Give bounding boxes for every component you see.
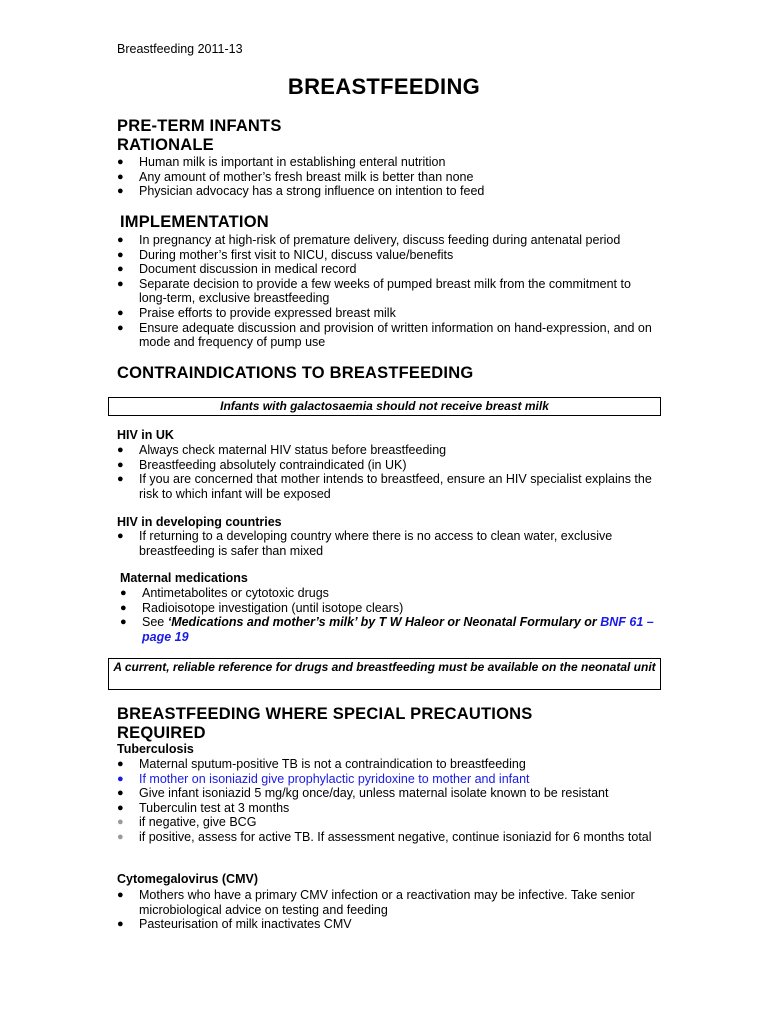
- heading-hiv-developing: HIV in developing countries: [117, 515, 282, 529]
- document-title: BREASTFEEDING: [287, 74, 481, 99]
- list-item: ● Give infant isoniazid 5 mg/kg once/day, unless maternal isolate known to be resistant: [117, 786, 609, 801]
- heading-cmv: Cytomegalovirus (CMV): [117, 872, 258, 886]
- list-item: ● In pregnancy at high-risk of premature delivery, discuss feeding during antenatal period: [117, 233, 621, 247]
- list-item: ● Tuberculin test at 3 months: [117, 800, 290, 815]
- heading-preterm-infants: PRE-TERM INFANTS: [117, 117, 282, 135]
- list-item: ● If you are concerned that mother intends to breastfeed, ensure an HIV specialist explains the risk to which infant will be exposed: [117, 472, 652, 501]
- heading-hiv-uk: HIV in UK: [117, 428, 174, 442]
- bullet-icon: ●: [117, 530, 124, 542]
- heading-tuberculosis: Tuberculosis: [117, 742, 194, 756]
- heading-maternal-medications: Maternal medications: [120, 571, 248, 585]
- bullet-icon: ●: [117, 801, 124, 814]
- list-item: ● if positive, assess for active TB. If assessment negative, continue isoniazid for 6 months total: [117, 829, 652, 844]
- rationale-list: [117, 155, 677, 199]
- list-item: ● Pasteurisation of milk inactivates CMV: [117, 917, 352, 932]
- cmv-list: [117, 888, 637, 932]
- heading-rationale: RATIONALE: [117, 136, 214, 154]
- running-header: Breastfeeding 2011-13: [117, 42, 243, 56]
- bullet-icon: ●: [120, 587, 127, 599]
- bullet-icon: ●: [117, 444, 124, 456]
- drug-reference-note: A current, reliable reference for drugs and breastfeeding must be available on the neonatal unit: [113, 660, 656, 674]
- bullet-icon: ●: [117, 830, 124, 843]
- bullet-icon: ●: [117, 234, 124, 246]
- galactosaemia-note: Infants with galactosaemia should not receive breast milk: [220, 399, 549, 413]
- hiv-uk-list: [117, 443, 657, 501]
- list-item: ● Any amount of mother’s fresh breast milk is better than none: [117, 169, 474, 184]
- list-item: ● Ensure adequate discussion and provision of written information on hand-expression, and on mode and frequency of pump use: [117, 320, 652, 350]
- bullet-icon: ●: [117, 458, 124, 471]
- bullet-icon: ●: [117, 170, 124, 183]
- list-item: ● Praise efforts to provide expressed breast milk: [117, 305, 396, 320]
- list-item: ● Antimetabolites or cytotoxic drugs: [120, 586, 329, 600]
- bullet-icon: ●: [117, 772, 124, 785]
- list-item: [120, 615, 660, 644]
- list-item: ● Physician advocacy has a strong influence on intention to feed: [117, 184, 485, 199]
- bullet-icon: ●: [117, 263, 124, 276]
- bullet-icon: ●: [117, 889, 124, 901]
- list-item: ● Document discussion in medical record: [117, 262, 357, 277]
- bullet-icon: ●: [117, 787, 124, 800]
- bullet-icon: ●: [120, 616, 127, 629]
- bullet-icon: ●: [117, 816, 124, 829]
- bullet-icon: ●: [120, 601, 127, 614]
- drug-reference-note-box: [108, 658, 661, 690]
- heading-contraindications: CONTRAINDICATIONS TO BREASTFEEDING: [117, 364, 474, 382]
- bullet-icon: ●: [117, 758, 124, 770]
- list-item: ● If mother on isoniazid give prophylactic pyridoxine to mother and infant: [117, 771, 530, 786]
- list-item: ● Radioisotope investigation (until isotope clears): [120, 600, 404, 615]
- bullet-icon: ●: [117, 306, 124, 319]
- bullet-icon: ●: [117, 277, 124, 290]
- heading-implementation: IMPLEMENTATION: [120, 213, 269, 231]
- bullet-icon: ●: [117, 185, 124, 198]
- list-item: ● During mother’s first visit to NICU, discuss value/benefits: [117, 247, 454, 262]
- galactosaemia-note-box: [108, 397, 661, 416]
- bullet-icon: ●: [117, 473, 124, 486]
- list-item: ● if negative, give BCG: [117, 815, 257, 830]
- list-item: ● Human milk is important in establishing enteral nutrition: [117, 155, 446, 169]
- bnf-link[interactable]: BNF 61 – page 19: [142, 615, 654, 644]
- bullet-icon: ●: [117, 248, 124, 261]
- bullet-icon: ●: [117, 918, 124, 931]
- list-item: ● Separate decision to provide a few weeks of pumped breast milk from the commitment to long-term, exclusive breastfeeding: [117, 276, 631, 306]
- heading-special-precautions: BREASTFEEDING WHERE SPECIAL PRECAUTIONS REQUIRED: [117, 705, 533, 742]
- list-item: ● Breastfeeding absolutely contraindicated (in UK): [117, 457, 407, 472]
- list-item: ● Mothers who have a primary CMV infection or a reactivation may be infective. Take senior microbiological advice on testing and feeding: [117, 888, 635, 917]
- medications-see-reference: See ‘Medications and mother’s milk’ by T W Haleor or Neonatal Formulary or BNF 61 – page 19: [142, 615, 654, 644]
- bullet-icon: ●: [117, 156, 124, 168]
- tuberculosis-list: [117, 757, 657, 845]
- hiv-developing-list: [117, 529, 657, 558]
- bullet-icon: ●: [117, 321, 124, 334]
- maternal-medications-list: [120, 586, 660, 644]
- list-item: ● Always check maternal HIV status before breastfeeding: [117, 443, 447, 457]
- list-item: ● If returning to a developing country where there is no access to clean water, exclusive breastfeeding is safer than mixed: [117, 529, 613, 558]
- list-item: ● Maternal sputum-positive TB is not a contraindication to breastfeeding: [117, 757, 526, 771]
- implementation-list: [117, 233, 657, 350]
